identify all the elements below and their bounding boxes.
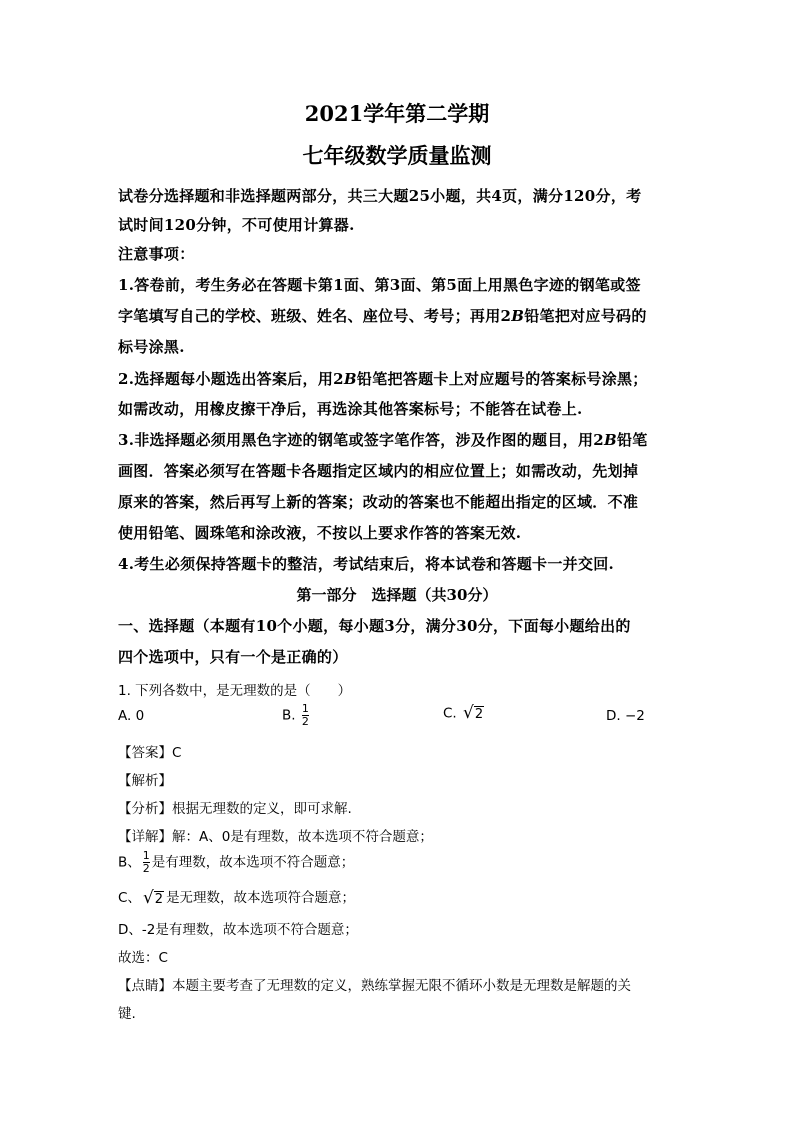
square-root-of-two <box>143 889 164 908</box>
notice-item-2-line-2: 如需改动，用橡皮擦干净后，再选涂其他答案标号；不能答在试卷上. <box>118 400 583 418</box>
part-one-heading: 第一部分 选择题（共30分） <box>296 586 498 604</box>
section-one-line-1: 一、选择题（本题有10个小题，每小题3分，满分30分，下面每小题给出的 <box>118 617 631 635</box>
exam-subject-title: 七年级数学质量监测 <box>302 143 492 168</box>
notice-item-3-line-3: 原来的答案，然后再写上新的答案；改动的答案也不能超出指定的区域．不准 <box>118 493 639 511</box>
option-a: A. 0 <box>118 708 145 724</box>
explanation-b-text: 是有理数，故本选项不符合题意； <box>151 854 355 871</box>
intro-line-2: 试时间120分钟，不可使用计算器. <box>118 216 355 234</box>
dianjing-line-1: 【点睛】本题主要考查了无理数的定义，熟练掌握无限不循环小数是无理数是解题的关 <box>118 978 631 994</box>
notice-item-1-line-2 <box>118 305 678 326</box>
choice-line: 故选：C <box>118 950 168 966</box>
fraction-one-half <box>302 703 309 728</box>
radical-sign-icon: √ <box>142 887 154 908</box>
dianjing-line-2: 键. <box>118 1006 136 1022</box>
fraction-numerator: 1 <box>301 702 309 715</box>
exam-term-title: 2021学年第二学期 <box>304 101 490 126</box>
fraction-denominator: 2 <box>142 862 150 875</box>
option-b-label: B. <box>282 707 296 724</box>
pencil-grade-letter: B <box>343 370 357 388</box>
explanation-c-line <box>118 886 355 908</box>
explanation-c-prefix: C、 <box>118 890 141 906</box>
fenxi-line: 【分析】根据无理数的定义，即可求解. <box>118 801 352 817</box>
notice-item-3-line-1-text-a: 3.非选择题必须用黑色字迹的钢笔或签字笔作答，涉及作图的题目，用2 <box>118 431 604 449</box>
notice-item-1-line-2-text-a: 字笔填写自己的学校、班级、姓名、座位号、考号；再用2 <box>118 307 512 325</box>
question-1-stem: 1. 下列各数中，是无理数的是（ ） <box>118 683 352 699</box>
option-c-label: C. <box>443 705 457 722</box>
notice-item-3-line-1-text-b: 铅笔 <box>616 431 648 449</box>
intro-line-1: 试卷分选择题和非选择题两部分，共三大题25小题，共4页，满分120分，考 <box>118 187 642 205</box>
square-root-of-two <box>463 704 484 723</box>
notice-item-1-line-2-text-b: 铅笔把对应号码的 <box>524 307 647 325</box>
radicand: 2 <box>474 707 484 722</box>
notice-item-1-line-1: 1.答卷前，考生务必在答题卡第1面、第3面、第5面上用黑色字迹的钢笔或签 <box>118 276 641 294</box>
notice-item-4: 4.考生必须保持答题卡的整洁，考试结束后，将本试卷和答题卡一并交回. <box>118 555 615 573</box>
explanation-b-prefix: B、 <box>118 854 141 871</box>
option-c <box>443 704 486 723</box>
explanation-d-line: D、-2是有理数，故本选项不符合题意； <box>118 922 358 938</box>
notice-heading: 注意事项： <box>118 245 195 263</box>
notice-item-1-line-3: 标号涂黑. <box>118 338 185 356</box>
notice-item-3-line-4: 使用铅笔、圆珠笔和涂改液，不按以上要求作答的答案无效. <box>118 524 522 542</box>
analysis-heading: 【解析】 <box>118 773 172 789</box>
option-b <box>282 703 311 728</box>
pencil-grade-letter: B <box>604 431 617 449</box>
radical-sign-icon: √ <box>463 703 474 723</box>
fraction-denominator: 2 <box>301 715 309 728</box>
fraction-numerator: 1 <box>142 849 150 862</box>
notice-item-2-line-1-text-a: 2.选择题每小题选出答案后，用2 <box>118 370 344 388</box>
answer-line: 【答案】C <box>118 745 182 761</box>
explanation-c-text: 是无理数，故本选项符合题意； <box>166 890 356 906</box>
notice-item-3-line-2: 画图．答案必须写在答题卡各题指定区域内的相应位置上；如需改动，先划掉 <box>118 462 639 480</box>
fraction-one-half <box>143 850 150 875</box>
notice-item-3-line-1 <box>118 429 678 450</box>
explanation-b-line <box>118 850 354 875</box>
option-d: D. −2 <box>606 708 645 724</box>
xiangjie-line: 【详解】解：A、0是有理数，故本选项不符合题意； <box>118 829 433 845</box>
radicand: 2 <box>154 891 164 907</box>
pencil-grade-letter: B <box>511 307 525 325</box>
notice-item-2-line-1-text-b: 铅笔把答题卡上对应题号的答案标号涂黑； <box>356 370 648 388</box>
notice-item-2-line-1 <box>118 368 678 389</box>
section-one-line-2: 四个选项中，只有一个是正确的） <box>118 648 348 666</box>
